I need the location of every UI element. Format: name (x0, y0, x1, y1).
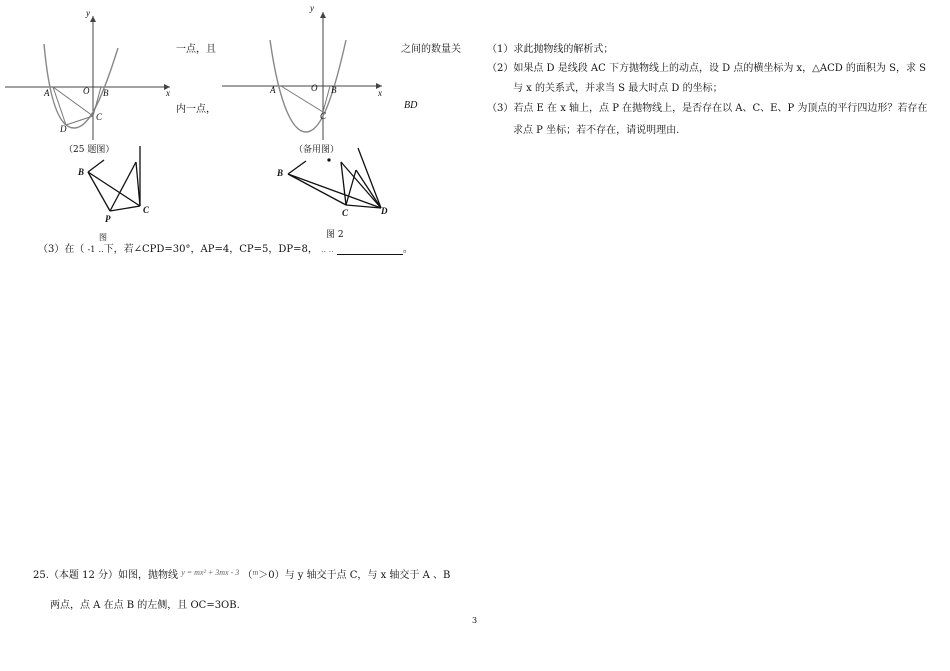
question-3-line (38, 240, 413, 255)
tri2-label-b: B (277, 168, 284, 178)
graph1-label-a: A (44, 88, 50, 98)
parabola-curve (44, 44, 118, 128)
y-axis-arrow (90, 16, 96, 22)
dot-mark (328, 159, 330, 161)
caption-backup: （备用图） (294, 145, 340, 155)
right-q3-line1: （3）若点 E 在 x 轴上，点 P 在抛物线上，是否存在以 A、C、E、P 为顶点的平行四边形？若存在 (487, 103, 928, 114)
fragment-mid-1: 内一点， (176, 104, 216, 115)
caption-fig1-a: 图 (99, 233, 107, 242)
q3-text: 下，若∠CPD=30°，AP=4，CP=5，DP=8， (103, 244, 318, 255)
caption-fig25: （25 题图） (64, 145, 115, 155)
q3-prefix: （3）在（ (38, 244, 85, 255)
fragment-top-2: 之间的数量关 (401, 44, 461, 55)
q25-lead: 25.（本题 12 分）如图，抛物线 (33, 570, 178, 581)
graph2-label-x: x (378, 88, 382, 98)
segment-c-mid (346, 170, 356, 205)
graph1-label-d: D (60, 124, 67, 134)
tri1-label-p: P (105, 214, 111, 224)
graph2-label-o: O (311, 83, 318, 93)
parabola-graph-backup (222, 12, 382, 140)
tri2-label-d: D (381, 206, 388, 216)
page-number: 3 (472, 616, 478, 625)
q3-suffix: 。 (402, 244, 413, 255)
question-25-line2: 两点，点 A 在点 B 的左侧，且 OC=3OB. (50, 600, 240, 611)
q25-cond-rest: ＞0）与 y 轴交于点 C，与 x 轴交于 A 、B (258, 570, 451, 581)
tri1-label-b: B (78, 167, 85, 177)
y-axis-arrow (320, 12, 326, 18)
segment-bc (288, 174, 346, 205)
graph2-label-y: y (310, 3, 314, 13)
right-q3-line2: 求点 P 坐标；若不存在，请说明理由. (513, 125, 680, 136)
q3-partial: .. .. (321, 245, 334, 254)
right-q2-line1: （2）如果点 D 是线段 AC 下方抛物线上的动点，设 D 点的横坐标为 x，△ACD 的面积为 S，求 S (487, 63, 926, 74)
segment-stub (288, 161, 306, 174)
graph1-label-y: y (86, 8, 90, 18)
answer-blank[interactable] (337, 244, 403, 255)
q25-cond-open: （ (242, 570, 253, 581)
graph2-label-c: C (320, 111, 327, 121)
q3-fig-ref: -1 (87, 245, 96, 254)
q25-formula: y = mx² + 3mx - 3 (181, 568, 240, 577)
segment-dc (66, 116, 93, 125)
graph1-label-x: x (166, 88, 170, 98)
graph2-label-a: A (270, 85, 276, 95)
q3-dots: .. (98, 245, 104, 254)
segment-c-up (341, 162, 346, 205)
right-q1: （1）求此抛物线的解析式； (487, 44, 614, 55)
graph1-label-o: O (83, 86, 90, 96)
parabola-graph-25 (5, 16, 170, 140)
right-q2-line2: 与 x 的关系式，并求当 S 最大时点 D 的坐标； (513, 83, 723, 94)
graph1-label-c: C (96, 112, 103, 122)
segment-bc (88, 172, 140, 206)
q25-cond-m: m (252, 568, 259, 577)
fragment-mid-2: BD (404, 100, 418, 111)
caption-fig2: 图 2 (326, 230, 344, 240)
graph2-label-b: B (331, 85, 337, 95)
segment-p-up (110, 162, 136, 211)
tri2-label-c: C (342, 208, 349, 218)
question-25-line1 (33, 566, 450, 581)
triangle-figure-1 (88, 146, 140, 211)
segment-pc (110, 206, 140, 211)
graph1-label-b: B (103, 88, 109, 98)
segment-stub (88, 160, 104, 172)
segment-bp (88, 172, 110, 211)
tri1-label-c: C (143, 205, 150, 215)
triangle-figure-2 (288, 148, 381, 208)
fragment-top-1: 一点，且 (176, 44, 216, 55)
